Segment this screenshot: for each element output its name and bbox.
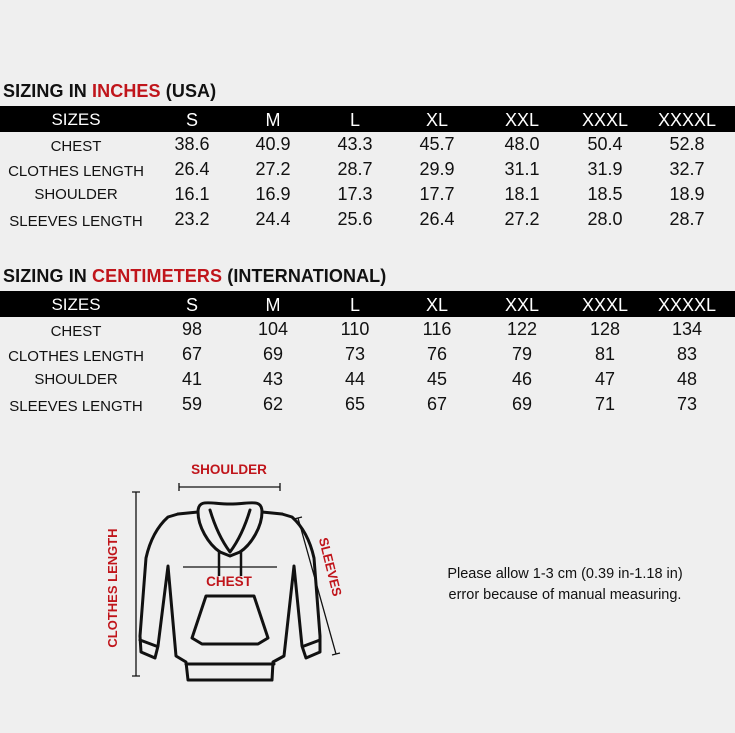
table-cell: 17.7 — [419, 184, 455, 204]
inches-title-prefix: SIZING IN — [3, 81, 87, 101]
measurement-note — [420, 564, 710, 606]
header-cell-sizes: SIZES — [51, 110, 101, 129]
cm-section-title — [3, 266, 386, 287]
table-cell: 23.2 — [174, 209, 210, 229]
table-cell: 28.7 — [669, 209, 705, 229]
table-cell: 16.9 — [255, 184, 291, 204]
header-cell-s: S — [185, 110, 198, 130]
table-cell: 43.3 — [337, 134, 373, 154]
table-row — [0, 342, 735, 367]
table-cell: 28.0 — [587, 209, 623, 229]
header-cell-xxxxl: XXXXL — [657, 110, 717, 130]
note-line-2: error because of manual measuring. — [448, 587, 682, 603]
header-cell-sizes: SIZES — [51, 295, 101, 314]
row-label: SHOULDER — [34, 371, 118, 388]
table-cell: 69 — [511, 394, 533, 414]
row-label: SLEEVES LENGTH — [9, 398, 143, 415]
table-row — [0, 182, 735, 207]
table-cell: 134 — [671, 319, 703, 339]
header-cell-xxxl: XXXL — [581, 110, 629, 130]
sleeves-label: SLEEVES — [315, 536, 345, 598]
table-cell: 40.9 — [255, 134, 291, 154]
table-cell: 28.7 — [337, 159, 373, 179]
table-cell: 18.9 — [669, 184, 705, 204]
inches-title-highlight: INCHES — [92, 81, 161, 101]
note-line-1: Please allow 1-3 cm (0.39 in-1.18 in) — [447, 566, 683, 582]
header-cell-xl: XL — [425, 295, 449, 315]
inches-section-title — [3, 81, 216, 102]
table-cell: 62 — [262, 394, 284, 414]
table-cell: 41 — [181, 369, 203, 389]
table-cell: 27.2 — [504, 209, 540, 229]
row-label: SHOULDER — [34, 186, 118, 203]
cm-title-prefix: SIZING IN — [3, 266, 87, 286]
table-cell: 67 — [426, 394, 448, 414]
table-row — [0, 207, 735, 232]
table-cell: 31.1 — [504, 159, 540, 179]
table-cell: 83 — [676, 344, 698, 364]
inches-table-header — [0, 106, 735, 132]
header-cell-s: S — [185, 295, 198, 315]
table-cell: 73 — [344, 344, 366, 364]
table-cell: 76 — [426, 344, 448, 364]
table-row — [0, 157, 735, 182]
table-cell: 122 — [506, 319, 538, 339]
table-cell: 116 — [422, 319, 452, 339]
row-label: CHEST — [50, 138, 102, 155]
table-cell: 27.2 — [255, 159, 291, 179]
table-cell: 110 — [340, 319, 370, 339]
table-row — [0, 317, 735, 342]
row-label: CLOTHES LENGTH — [8, 348, 144, 365]
header-cell-xxxxl: XXXXL — [657, 295, 717, 315]
table-cell: 81 — [594, 344, 616, 364]
row-label: SLEEVES LENGTH — [9, 213, 143, 230]
table-cell: 65 — [344, 394, 366, 414]
table-cell: 32.7 — [669, 159, 705, 179]
cm-title-suffix: (INTERNATIONAL) — [227, 266, 387, 286]
hoodie-icon — [140, 503, 320, 680]
shoulder-label: SHOULDER — [191, 462, 267, 477]
table-cell: 79 — [511, 344, 533, 364]
table-row — [0, 367, 735, 392]
table-row — [0, 132, 735, 157]
table-cell: 29.9 — [419, 159, 455, 179]
table-cell: 26.4 — [419, 209, 455, 229]
inches-title-suffix: (USA) — [165, 81, 217, 101]
table-cell: 98 — [181, 319, 203, 339]
table-cell: 47 — [594, 369, 616, 389]
clothes-length-label: CLOTHES LENGTH — [105, 528, 120, 648]
header-cell-xxl: XXL — [504, 110, 540, 130]
table-cell: 45 — [426, 369, 448, 389]
header-cell-l: L — [349, 295, 360, 315]
table-cell: 26.4 — [174, 159, 210, 179]
table-cell: 24.4 — [255, 209, 291, 229]
row-label: CHEST — [50, 323, 102, 340]
table-cell: 69 — [262, 344, 284, 364]
table-cell: 48 — [676, 369, 698, 389]
hoodie-measurement-diagram — [0, 440, 360, 700]
table-cell: 45.7 — [419, 134, 455, 154]
table-cell: 50.4 — [587, 134, 623, 154]
header-cell-xxxl: XXXL — [581, 295, 629, 315]
header-cell-xl: XL — [425, 110, 449, 130]
table-cell: 44 — [344, 369, 366, 389]
table-cell: 17.3 — [337, 184, 373, 204]
header-cell-m: M — [265, 295, 281, 315]
header-cell-l: L — [349, 110, 360, 130]
table-cell: 46 — [511, 369, 533, 389]
table-cell: 25.6 — [337, 209, 373, 229]
table-row — [0, 392, 735, 417]
header-cell-m: M — [265, 110, 281, 130]
table-cell: 18.1 — [504, 184, 540, 204]
table-cell: 31.9 — [587, 159, 623, 179]
table-cell: 48.0 — [504, 134, 540, 154]
table-cell: 59 — [181, 394, 203, 414]
table-cell: 18.5 — [587, 184, 623, 204]
chest-label: CHEST — [206, 574, 252, 589]
table-cell: 52.8 — [669, 134, 705, 154]
table-cell: 67 — [181, 344, 203, 364]
table-cell: 71 — [594, 394, 616, 414]
table-cell: 104 — [257, 319, 289, 339]
table-cell: 38.6 — [174, 134, 210, 154]
cm-title-highlight: CENTIMETERS — [92, 266, 223, 286]
cm-table-header — [0, 291, 735, 317]
header-cell-xxl: XXL — [504, 295, 540, 315]
row-label: CLOTHES LENGTH — [8, 163, 144, 180]
table-cell: 128 — [589, 319, 621, 339]
table-cell: 16.1 — [174, 184, 210, 204]
table-cell: 73 — [676, 394, 698, 414]
table-cell: 43 — [262, 369, 284, 389]
